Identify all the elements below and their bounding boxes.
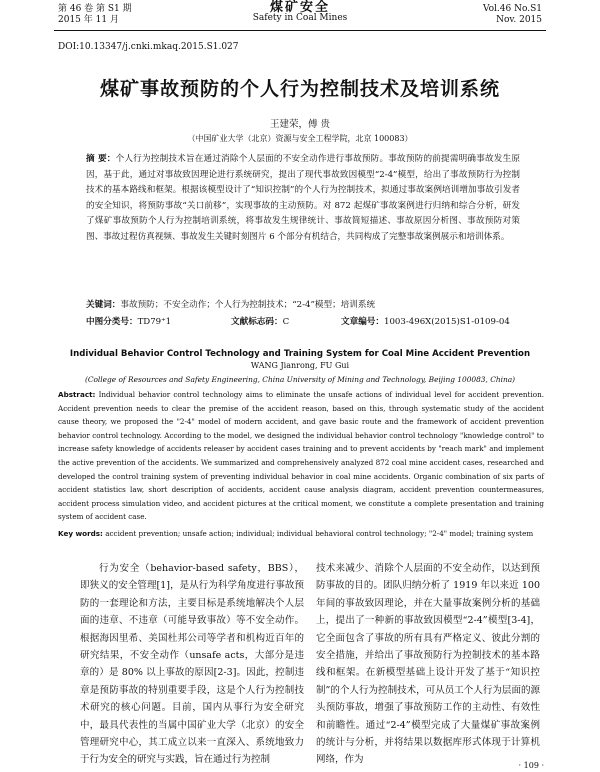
volume-en: Vol.46 No.S1 — [482, 4, 542, 14]
abstract-en — [58, 388, 544, 524]
title-en: Individual Behavior Control Technology and Training System for Coal Mine Accident Prevention — [69, 349, 531, 359]
keywords-en — [58, 529, 544, 538]
abstract-cn-label: 摘 要： — [86, 154, 116, 164]
body-column-left — [80, 560, 304, 769]
clc-value: TD79⁺1 — [137, 317, 172, 327]
header-right — [483, 4, 542, 26]
abstract-cn — [86, 152, 520, 246]
doc-code-label: 文献标志码： — [231, 317, 283, 327]
header-rule — [54, 30, 546, 31]
body-paragraph: 行为安全（behavior-based safety，BBS），即狭义的安全管理[1]，是从行为科学角度进行事故预防的一套理论和方法，主要目标是系统地解决个人层面的违章、不违章（可能导致事故）等不安全动作。根据海因里希、美国杜邦公司等学者和机构近百年的研究结果，不安全动作（unsafe acts，大部分是违章的）是 80% 以上事故的原因[2-3]。因此，控制违章是预防事故的特别重要手段，这是个人行为控制技术研究的核心问题。目前，国内从事行为安全研究中，最具代表性的当属中国矿业大学（北京）的安全管理研究中心，其工成立以来一直深入、系统地致力于行为安全的研究与实践，旨在通过行为控制 — [80, 563, 304, 766]
doi: DOI:10.13347/j.cnki.mkaq.2015.S1.027 — [58, 42, 239, 52]
authors-en: WANG Jianrong, FU Gui — [250, 361, 350, 370]
doc-code-value: C — [282, 317, 290, 327]
volume-cn: 第 46 卷 第 S1 期 — [58, 4, 132, 14]
authors-cn: 王建荣，傅 贵 — [269, 119, 331, 130]
keywords-cn-label: 关键词： — [86, 300, 121, 310]
affiliation-en: (College of Resources and Safety Engineering, China University of Mining and Technology, Beijing 100083, China) — [84, 375, 516, 384]
keywords-en-text: accident prevention; unsafe action; individual; individual behavioral control technology; "2-4" model; training system — [105, 529, 534, 538]
body-column-right — [316, 560, 540, 769]
affiliation-cn: （中国矿业大学（北京）资源与安全工程学院，北京 100083） — [187, 134, 413, 143]
keywords-cn-text: 事故预防；不安全动作；个人行为控制技术；“2-4”模型；培训系统 — [120, 300, 376, 310]
article-no-value: 1003-496X(2015)S1-0109-04 — [383, 317, 510, 327]
keywords-en-label: Key words: — [58, 529, 103, 538]
abstract-en-label: Abstract: — [58, 390, 96, 399]
keywords-cn — [86, 298, 520, 312]
abstract-en-text: Individual behavior control technology aims to eliminate the unsafe actions of individual level for accident prevention. Accident prevention needs to clear the premise of the accident reason, based on this, through systematic study of the accident cause theory, we proposed the "2-4" model of modern accident, and gave basic route and the framework of accident prevention behavior control technology. According to the model, we designed the individual behavior control technology "knowledge control" to increase safety knowledge of accidents releaser by accident cases training and to prevent accidents by "reach mark" and implement the active prevention of the accidents. We summarized and comprehensively analyzed 872 coal mine accident cases, researched and developed the control training system of preventing individual behavior in coal mine accidents. Organic combination of six parts of accident statistics law, short description of accidents, accident cause analysis diagram, accident prevention countermeasures, accident process simulation video, and accident pictures at the critical moment, we constitute a complete presentation and training system of accident case. — [58, 390, 544, 522]
date-en: Nov. 2015 — [496, 15, 542, 25]
journal-title-cn: 煤矿安全 — [269, 0, 330, 15]
page-number: · 109 · — [518, 761, 544, 770]
body-paragraph: 技术来减少、消除个人层面的不安全动作，以达到预防事故的目的。团队归纳分析了 1919 年以来近 100 年间的事故致因理论，并在大量事故案例分析的基础上，提出了一种新的事故致因模型“2-4”模型[3-4]，它全面包含了事故的所有具有严格定义、彼此分割的安全措施，并给出了事故预防行为控制技术的基本路线和框架。在新模型基础上设计开发了基于“知识控制”的个人行为控制技术，可从员工个人行为层面的源头预防事故，增强了事故预防工作的主动性、有效性和前瞻性。通过“2-4”模型完成了大量煤矿事故案例的统计与分析，并将结果以数据库形式体现于计算机网络，作为 — [316, 563, 540, 766]
journal-title-en: Safety in Coal Mines — [252, 13, 348, 23]
classification-row — [86, 315, 520, 327]
article-no-label: 文章编号： — [341, 317, 384, 327]
clc-label: 中图分类号： — [86, 317, 138, 327]
title-cn: 煤矿事故预防的个人行为控制技术及培训系统 — [99, 78, 500, 100]
date-cn: 2015 年 11 月 — [58, 15, 119, 25]
abstract-cn-text: 个人行为控制技术旨在通过消除个人层面的不安全动作进行事故预防。事故预防的前提需明确事故发生原因，基于此，通过对事故致因理论进行系统研究，提出了现代事故致因模型“2-4”模型，给出了事故预防行为控制技术的基本路线和框架。根据该模型设计了“知识控制”的个人行为控制技术，拟通过事故案例培训增加事故引发者的安全知识，将预防事故“关口前移”，实现事故的主动预防。对 872 起煤矿事故案例进行归纳和综合分析，研发了煤矿事故预防个人行为控制培训系统，将事故发生规律统计、事故简短描述、事故原因分析图、事故预防对策图、事故过程仿真视频、事故发生关键时刻图片 6 个部分有机结合，共同构成了完整事故案例展示和培训体系。 — [86, 154, 520, 242]
